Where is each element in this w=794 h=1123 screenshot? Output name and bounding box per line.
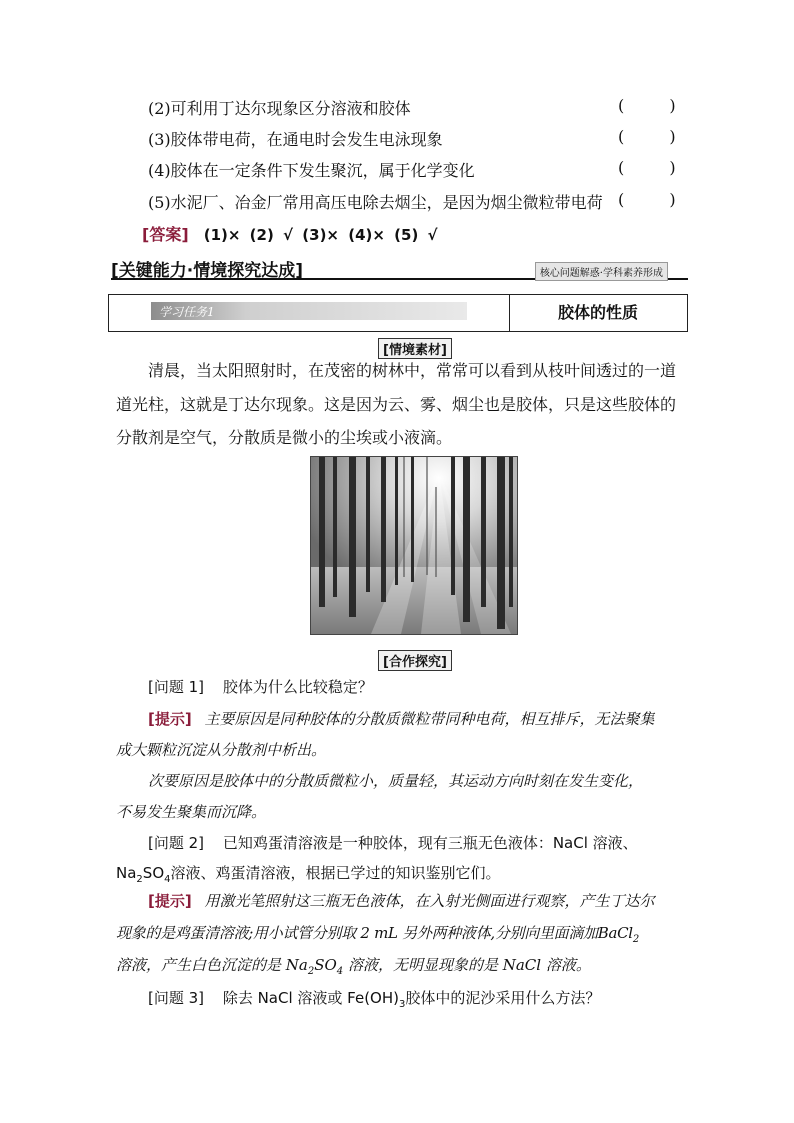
question-2-text: 已知鸡蛋清溶液是一种胶体，现有三瓶无色液体：NaCl 溶液、 xyxy=(222,834,638,852)
question-2-label: [问题 2] xyxy=(148,834,205,852)
hint-2-sub-2: 4 xyxy=(336,966,344,977)
hint-2-text-c-end: 溶液，无明显现象的是 NaCl 溶液。 xyxy=(343,956,591,974)
task-label: 学习任务1 xyxy=(159,305,215,319)
task-topic: 胶体的性质 xyxy=(557,303,638,322)
intro-line-3: 分散剂是空气，分散质是微小的尘埃或小液滴。 xyxy=(116,428,453,447)
hint-2-text-c: 溶液，产生白色沉淀的是 Na xyxy=(116,956,308,974)
item-4: (4)胶体在一定条件下发生聚沉，属于化学变化 xyxy=(148,161,475,180)
material-tag: [情境素材] xyxy=(378,338,452,359)
answer-row xyxy=(142,222,438,245)
answer-blank-3[interactable]: ( ) xyxy=(618,127,696,146)
hint-2-sub-1: 2 xyxy=(307,966,315,977)
q3-post: 胶体中的泥沙采用什么方法？ xyxy=(405,989,601,1007)
answer-blank-2[interactable]: ( ) xyxy=(618,96,696,115)
question-3-text xyxy=(222,989,601,1010)
explore-tag: [合作探究] xyxy=(378,650,452,671)
task-left-cell xyxy=(109,295,510,331)
forest-photo xyxy=(310,456,518,635)
q2-na: Na xyxy=(116,864,137,882)
item-5: (5)水泥厂、冶金厂常用高压电除去烟尘，是因为烟尘微粒带电荷 xyxy=(148,193,603,212)
q3-sub: 3 xyxy=(399,999,406,1010)
hint-1-line-4: 不易发生聚集而沉降。 xyxy=(116,803,267,821)
section-header xyxy=(111,256,688,280)
hint-1-line-1 xyxy=(116,704,686,735)
question-1-text: 胶体为什么比较稳定？ xyxy=(222,678,373,696)
hint-1-line-3: 次要原因是胶体中的分散质微粒小，质量轻，其运动方向时刻在发生变化， xyxy=(148,772,644,790)
question-1 xyxy=(148,676,373,697)
q2-so: SO xyxy=(142,864,165,882)
hint-2-text-b: 现象的是鸡蛋清溶液;用小试管分别取 2 mL 另外两种液体,分别向里面滴加BaCl xyxy=(116,924,633,942)
question-1-label: [问题 1] xyxy=(148,678,205,696)
task-banner xyxy=(151,302,467,320)
hint-1-text-a: 主要原因是同种胶体的分散质微粒带同种电荷，相互排斥，无法聚集 xyxy=(204,710,655,728)
question-2-line-2 xyxy=(116,862,501,885)
hint-2-so: SO xyxy=(314,956,337,974)
q2-sub-1: 2 xyxy=(136,874,143,885)
hint-2-line-1 xyxy=(116,886,686,917)
q2-rest: 溶液、鸡蛋清溶液，根据已学过的知识鉴别它们。 xyxy=(170,864,501,882)
answer-values: (1)× (2) √ (3)× (4)× (5) √ xyxy=(203,226,438,244)
hint-2-text-a: 用激光笔照射这三瓶无色液体，在入射光侧面进行观察，产生丁达尔 xyxy=(204,892,655,910)
answer-blank-5[interactable]: ( ) xyxy=(618,190,696,209)
intro-line-1: 清晨，当太阳照射时，在茂密的树林中，常常可以看到从枝叶间透过的一道 xyxy=(148,361,677,380)
hint-2-line-3 xyxy=(116,950,686,987)
section-title: [关键能力·情境探究达成] xyxy=(111,261,303,281)
hint-2-sub: 2 xyxy=(632,934,639,945)
hint-1-line-2: 成大颗粒沉淀从分散剂中析出。 xyxy=(116,741,327,759)
hint-2-label: [提示] xyxy=(148,892,192,910)
answer-label: [答案] xyxy=(142,225,189,244)
item-2: (2)可利用丁达尔现象区分溶液和胶体 xyxy=(148,99,411,118)
hint-1-label: [提示] xyxy=(148,710,192,728)
section-tag: 核心问题解惑·学科素养形成 xyxy=(535,262,668,281)
task-box xyxy=(108,294,688,332)
question-2 xyxy=(148,832,638,853)
item-3: (3)胶体带电荷，在通电时会发生电泳现象 xyxy=(148,130,443,149)
intro-line-2: 道光柱，这就是丁达尔现象。这是因为云、雾、烟尘也是胶体，只是这些胶体的 xyxy=(116,395,677,414)
answer-blank-4[interactable]: ( ) xyxy=(618,158,696,177)
question-3 xyxy=(148,987,600,1010)
q3-pre: 除去 NaCl 溶液或 Fe(OH) xyxy=(222,989,399,1007)
question-3-label: [问题 3] xyxy=(148,989,205,1007)
forest-image xyxy=(311,457,517,634)
q2-sub-2: 4 xyxy=(164,874,171,885)
